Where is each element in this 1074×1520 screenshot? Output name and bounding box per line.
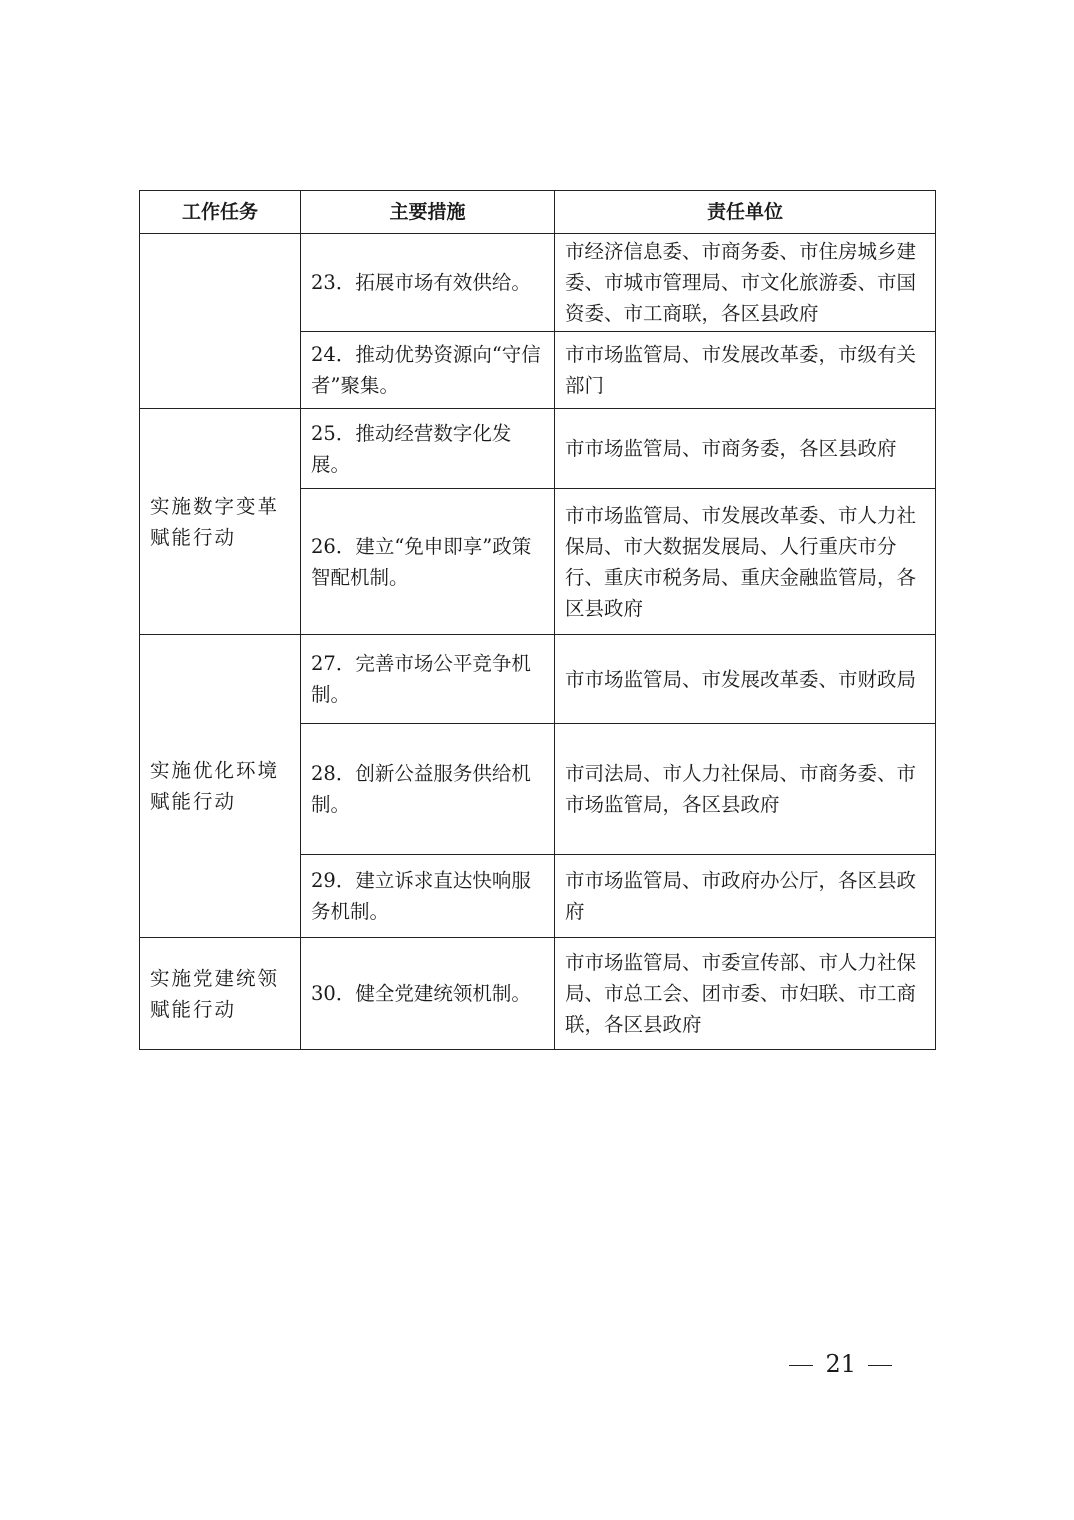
- task-cell: 实施数字变革赋能行动: [140, 409, 301, 635]
- dash-right: [868, 1365, 892, 1366]
- table-row: [140, 409, 936, 489]
- header-unit: 责任单位: [555, 191, 936, 234]
- task-cell: 实施优化环境赋能行动: [140, 635, 301, 938]
- task-table: [139, 190, 936, 1050]
- measure-cell: 26．建立“免申即享”政策智配机制。: [301, 489, 555, 635]
- task-cell: 实施党建统领赋能行动: [140, 938, 301, 1050]
- measure-cell: 28．创新公益服务供给机制。: [301, 724, 555, 855]
- page-number: 21: [825, 1350, 856, 1378]
- page-footer: [0, 1350, 1074, 1378]
- measure-cell: 23．拓展市场有效供给。: [301, 234, 555, 332]
- measure-cell: 24．推动优势资源向“守信者”聚集。: [301, 332, 555, 409]
- dash-left: [789, 1365, 813, 1366]
- task-cell-empty: [140, 234, 301, 409]
- unit-cell: 市市场监管局、市委宣传部、市人力社保局、市总工会、团市委、市妇联、市工商联，各区县政府: [555, 938, 936, 1050]
- table-row: [140, 635, 936, 724]
- unit-cell: 市市场监管局、市发展改革委、市财政局: [555, 635, 936, 724]
- header-measure: 主要措施: [301, 191, 555, 234]
- unit-cell: 市市场监管局、市发展改革委、市人力社保局、市大数据发展局、人行重庆市分行、重庆市税务局、重庆金融监管局，各区县政府: [555, 489, 936, 635]
- measure-cell: 27．完善市场公平竞争机制。: [301, 635, 555, 724]
- table-row: [140, 234, 936, 332]
- unit-cell: 市市场监管局、市发展改革委，市级有关部门: [555, 332, 936, 409]
- table-row: [140, 938, 936, 1050]
- unit-cell: 市市场监管局、市政府办公厅，各区县政府: [555, 855, 936, 938]
- unit-cell: 市经济信息委、市商务委、市住房城乡建委、市城市管理局、市文化旅游委、市国资委、市工商联，各区县政府: [555, 234, 936, 332]
- unit-cell: 市市场监管局、市商务委，各区县政府: [555, 409, 936, 489]
- measure-cell: 25．推动经营数字化发展。: [301, 409, 555, 489]
- measure-cell: 30．健全党建统领机制。: [301, 938, 555, 1050]
- header-task: 工作任务: [140, 191, 301, 234]
- table-header-row: [140, 191, 936, 234]
- unit-cell: 市司法局、市人力社保局、市商务委、市市场监管局，各区县政府: [555, 724, 936, 855]
- measure-cell: 29．建立诉求直达快响服务机制。: [301, 855, 555, 938]
